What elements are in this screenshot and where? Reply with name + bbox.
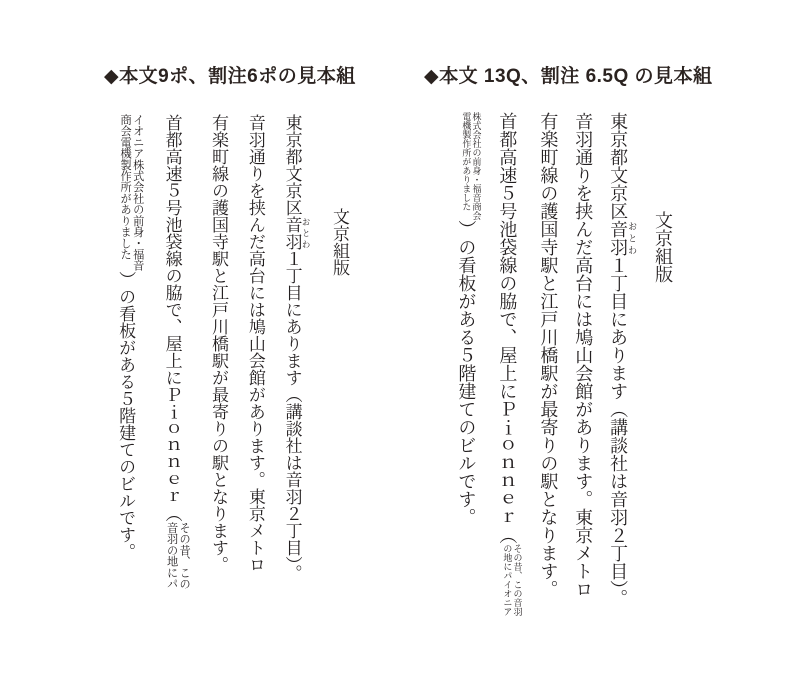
text-column: 音羽通りを挟んだ高台には鳩山会館があります。東京メトロ xyxy=(245,114,265,573)
warichu-line: 株式会社の前身・福音商会 xyxy=(471,112,482,220)
ruby-annotated-text: 音羽 おとわ xyxy=(282,216,312,250)
ruby-annotated-text: 音羽 おとわ xyxy=(608,220,638,256)
text-column: 東京都文京区音羽 おとわ１丁目にあります（講談社は音羽２丁目）。 xyxy=(608,112,638,607)
warichu-line: 電機製作所がありました xyxy=(461,112,472,211)
vertical-text-block-9pt xyxy=(97,114,348,589)
warichu-line: 音羽の地にパ xyxy=(165,522,178,590)
text-column: 東京都文京区音羽 おとわ１丁目にあります（講談社は音羽２丁目）。 xyxy=(282,114,312,582)
warichu-line: の地にパイオニア xyxy=(502,544,513,616)
text-column: 首都高速５号池袋線の脇で、屋上にＰｉｏｎｎｅｒ（ その昔、この音羽 の地にパイオニア xyxy=(497,112,523,616)
text-column: イオニア株式会社の前身・福音 商会電機製作所がありました ）の看板がある５階建てのビルです。 xyxy=(116,114,144,561)
warichu-line: その昔、この xyxy=(178,522,191,590)
warichu-line: イオニア株式会社の前身・福音 xyxy=(131,114,144,272)
warichu-note xyxy=(502,544,522,616)
warichu-note xyxy=(165,522,190,589)
vertical-text-block-13q xyxy=(441,112,673,616)
title-column: 文京組版 xyxy=(653,211,673,283)
text-column: 首都高速５号池袋線の脇で、屋上にＰｉｏｎｎｅｒ（ その昔、この 音羽の地にパ xyxy=(162,114,191,590)
text-column: 有楽町線の護国寺駅と江戸川橋駅が最寄りの駅となります。 xyxy=(538,112,559,598)
warichu-note xyxy=(119,114,144,271)
warichu-line: その昔、この音羽 xyxy=(512,544,523,616)
warichu-line: 商会電機製作所がありました xyxy=(119,114,132,260)
text-column: 有楽町線の護国寺駅と江戸川橋駅が最寄りの駅となります。 xyxy=(208,114,228,573)
text-column: 音羽通りを挟んだ高台には鳩山会館があります。東京メトロ xyxy=(573,112,594,598)
warichu-note xyxy=(461,112,481,220)
sample-heading-13q: ◆本文 13Q、割注 6.5Q の見本組 xyxy=(424,66,713,87)
title-column: 文京組版 xyxy=(330,207,349,276)
text-column: 株式会社の前身・福音商会 電機製作所がありました ）の看板がある５階建てのビルです。 xyxy=(456,112,482,526)
sample-heading-9pt: ◆本文9ポ、割注6ポの見本組 xyxy=(104,66,356,87)
